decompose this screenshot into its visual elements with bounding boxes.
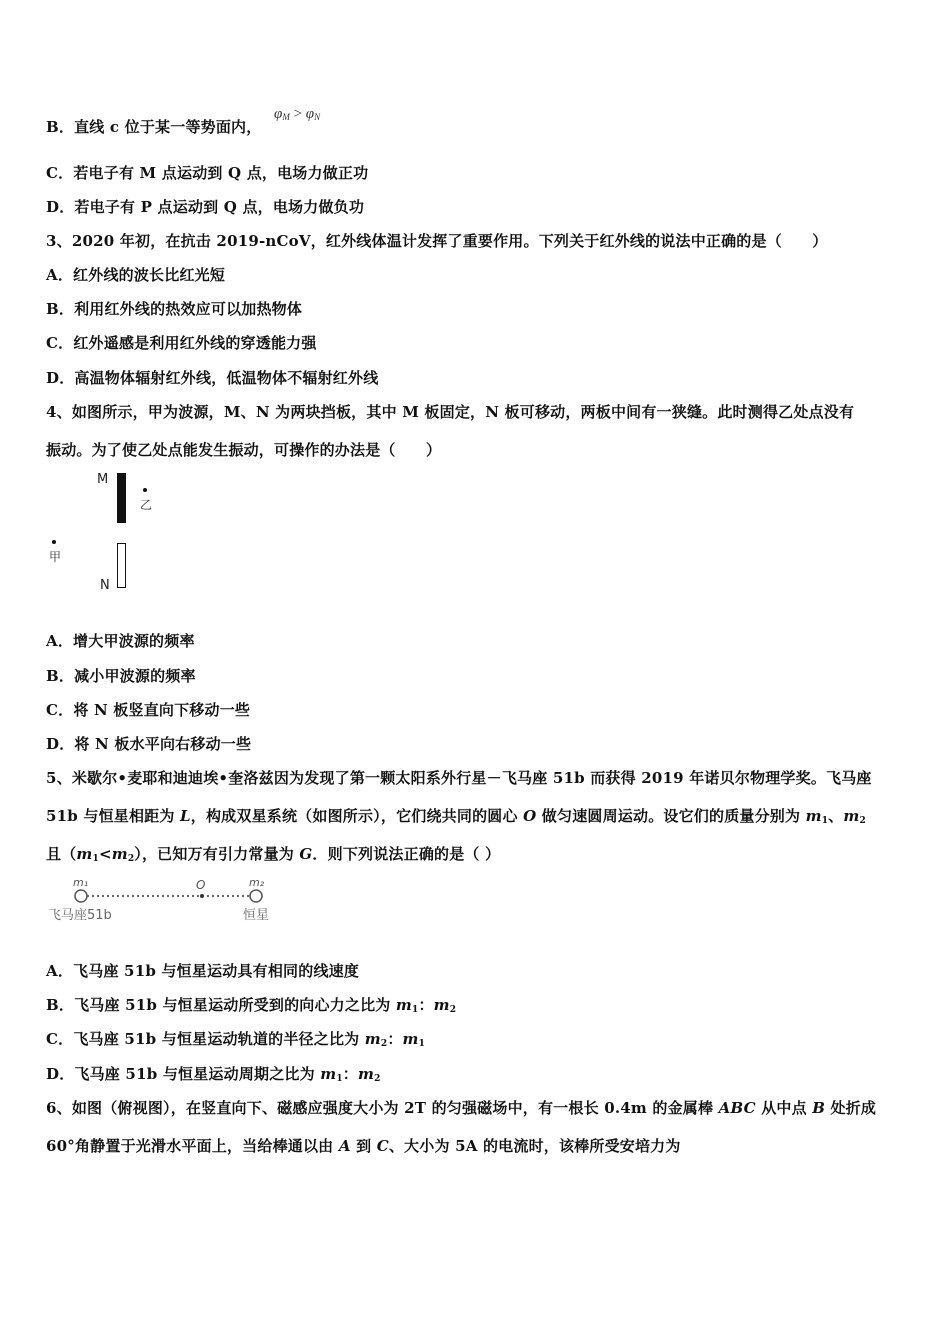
- q5-option-c: C．飞马座 51b 与恒星运动轨道的半径之比为 $m_2$：$m_1$: [46, 1030, 426, 1049]
- q2-option-d: D．若电子有 P 点运动到 Q 点，电场力做负功: [46, 198, 365, 216]
- q5-label-o: O: [196, 878, 206, 892]
- q4-stem-line1: 4、如图所示，甲为波源，M、N 为两块挡板，其中 M 板固定，N 板可移动，两板中间有一狭缝。此时测得乙处点没有: [46, 403, 855, 421]
- q6-stem-line1: 6、如图（俯视图），在竖直向下、磁感应强度大小为 2T 的匀强磁场中，有一根长 0.4m 的金属棒 ABC 从中点 B 处折成: [46, 1099, 877, 1117]
- q5-label-m1: m₁: [73, 876, 89, 889]
- q5-option-b: B．飞马座 51b 与恒星运动所受到的向心力之比为 $m_1$：$m_2$: [46, 996, 457, 1015]
- q5-stem-line2: 51b 与恒星相距为 L，构成双星系统（如图所示），它们绕共同的圆心 O 做匀速圆周运动。设它们的质量分别为 $m_1$、$m_2$: [46, 807, 866, 826]
- q2-option-c: C．若电子有 M 点运动到 Q 点，电场力做正功: [46, 164, 369, 182]
- q3-option-b: B．利用红外线的热效应可以加热物体: [46, 300, 303, 318]
- q4-label-n: N: [100, 578, 110, 593]
- q2-option-b-formula: $\varphi_M > \varphi_N$: [274, 106, 321, 122]
- q5-center-o: [200, 894, 204, 898]
- q5-diagram: [40, 872, 300, 928]
- q6-stem-line2: 60°角静置于光滑水平面上，当给棒通以由 A 到 C、大小为 5A 的电流时，该棒所受安培力为: [46, 1137, 681, 1155]
- q5-label-m2: m₂: [249, 876, 265, 889]
- q5-stem-line1: 5、米歇尔•麦耶和迪迪埃•奎洛兹因为发现了第一颗太阳系外行星－飞马座 51b 而获得 2019 年诺贝尔物理学奖。飞马座: [46, 769, 872, 787]
- q4-point-jia: [52, 540, 56, 544]
- q5-planet-circle: [75, 890, 87, 902]
- q5-caption-planet: 飞马座51b: [48, 908, 112, 923]
- q5-option-d: D．飞马座 51b 与恒星运动周期之比为 $m_1$：$m_2$: [46, 1065, 381, 1084]
- q5-star-circle: [250, 890, 262, 902]
- q4-point-yi: [143, 488, 147, 492]
- q3-option-c: C．红外遥感是利用红外线的穿透能力强: [46, 334, 317, 352]
- q4-option-d: D．将 N 板水平向右移动一些: [46, 735, 252, 753]
- q4-label-jia: 甲: [49, 550, 62, 564]
- q2-option-b: B．直线 c 位于某一等势面内，: [46, 118, 262, 136]
- q3-option-d: D．高温物体辐射红外线，低温物体不辐射红外线: [46, 369, 379, 387]
- q4-label-yi: 乙: [140, 498, 153, 512]
- q5-caption-star: 恒星: [243, 908, 270, 923]
- q4-diagram: [40, 466, 170, 598]
- q3-option-a: A．红外线的波长比红光短: [46, 266, 226, 284]
- q3-stem: 3、2020 年初，在抗击 2019-nCoV，红外线体温计发挥了重要作用。下列关于红外线的说法中正确的是（ ）: [46, 232, 828, 250]
- q4-plate-m: [117, 473, 126, 523]
- q4-stem-line2: 振动。为了使乙处点能发生振动，可操作的办法是（ ）: [46, 441, 442, 459]
- q4-option-b: B．减小甲波源的频率: [46, 667, 196, 685]
- q5-stem-line3: 且$(m_1<m_2)$，已知万有引力常量为 G．则下列说法正确的是（ ）: [46, 845, 501, 864]
- q4-option-c: C．将 N 板竖直向下移动一些: [46, 701, 251, 719]
- q4-option-a: A．增大甲波源的频率: [46, 632, 195, 650]
- q4-label-m: M: [97, 472, 109, 487]
- q5-option-a: A．飞马座 51b 与恒星运动具有相同的线速度: [46, 962, 360, 980]
- q4-plate-n: [118, 544, 126, 588]
